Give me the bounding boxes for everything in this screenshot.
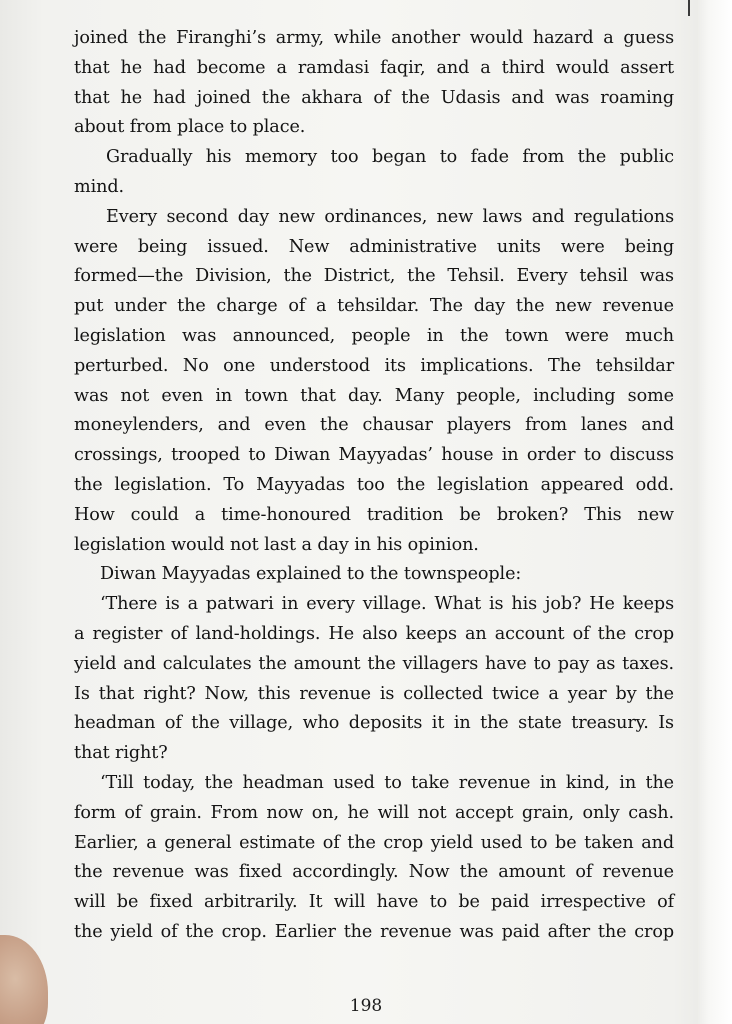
text-line: about from place to place. [74, 117, 306, 138]
text-line: How could a time-honoured tradition be broken? This new [74, 504, 674, 525]
page-number: 198 [349, 996, 383, 1016]
body-text [74, 24, 674, 948]
text-line: joined the Firanghi’s army, while another would hazard a guess [74, 28, 674, 48]
text-line: moneylenders, and even the chausar players from lanes and [74, 415, 674, 436]
text-line: mind. [74, 176, 124, 197]
text-line: that he had joined the akhara of the Udasis and was roaming [74, 87, 674, 108]
text-line: ‘There is a patwari in every village. What is his job? He keeps [100, 594, 674, 615]
text-line: that right? [74, 743, 168, 764]
text-line: will be fixed arbitrarily. It will have to be paid irrespective of [74, 892, 674, 913]
text-line: the legislation. To Mayyadas too the legislation appeared odd. [74, 474, 674, 495]
text-line: headman of the village, who deposits it in the state treasury. Is [74, 713, 674, 734]
text-line: that he had become a ramdasi faqir, and a third would assert [74, 57, 674, 78]
text-line: put under the charge of a tehsildar. The day the new revenue [74, 296, 674, 317]
text-line: Earlier, a general estimate of the crop yield used to be taken and [74, 832, 674, 853]
text-line: formed—the Division, the District, the Tehsil. Every tehsil was [74, 266, 674, 287]
text-line: crossings, trooped to Diwan Mayyadas’ house in order to discuss [74, 445, 674, 466]
page-margin-mark [688, 0, 690, 16]
text-line: Is that right? Now, this revenue is collected twice a year by the [74, 683, 674, 704]
text-line: the yield of the crop. Earlier the revenue was paid after the crop [74, 921, 674, 942]
text-line: was not even in town that day. Many people, including some [74, 385, 674, 406]
thumb-blur [0, 935, 48, 1024]
text-line: perturbed. No one understood its implications. The tehsildar [74, 355, 674, 376]
text-line: yield and calculates the amount the villagers have to pay as taxes. [74, 653, 674, 674]
text-line: Gradually his memory too began to fade from the public [106, 147, 674, 168]
text-line: Diwan Mayyadas explained to the townspeople: [100, 564, 522, 585]
text-line: a register of land-holdings. He also keeps an account of the crop [74, 623, 674, 644]
page-edge [698, 0, 732, 1024]
text-line: form of grain. From now on, he will not accept grain, only cash. [74, 802, 674, 823]
text-line: legislation was announced, people in the town were much [74, 325, 674, 346]
text-line: legislation would not last a day in his opinion. [74, 534, 479, 555]
text-line: the revenue was fixed accordingly. Now the amount of revenue [74, 862, 674, 883]
text-line: Every second day new ordinances, new laws and regulations [106, 206, 674, 227]
text-line: ‘Till today, the headman used to take revenue in kind, in the [100, 772, 674, 793]
text-line: were being issued. New administrative units were being [74, 236, 674, 257]
